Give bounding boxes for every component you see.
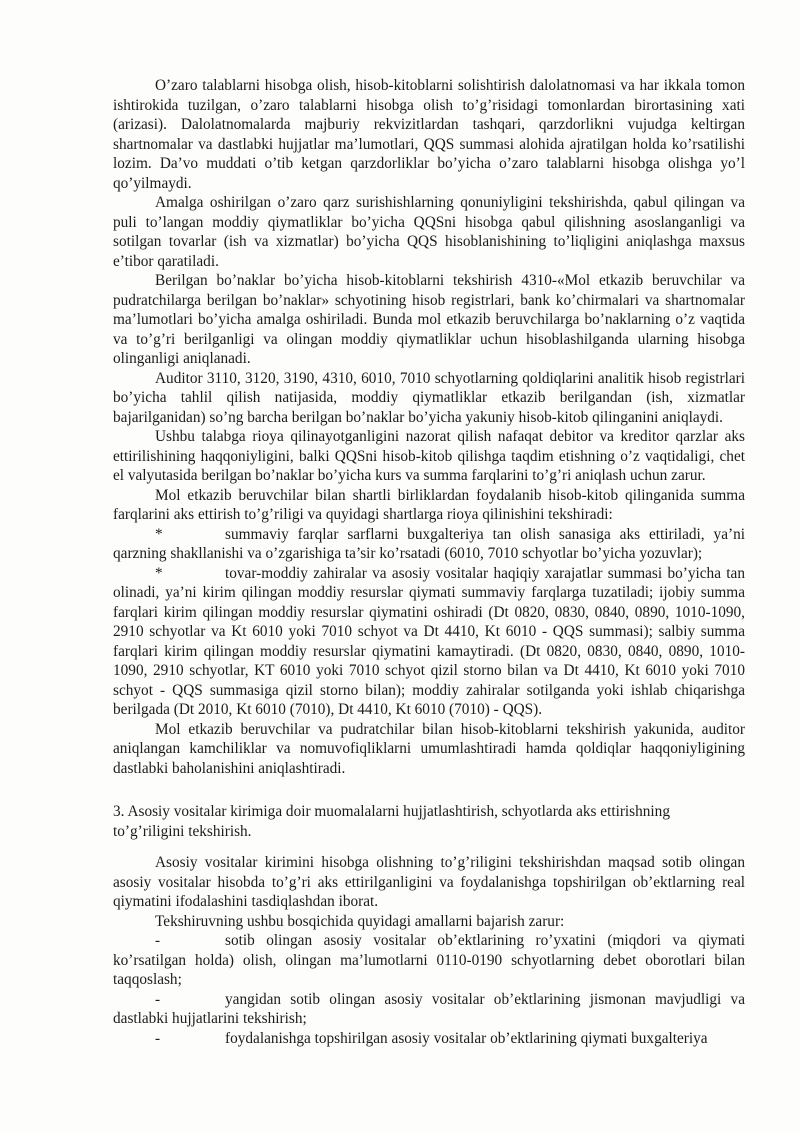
- list-item: [113, 1029, 745, 1049]
- list-item-text: summaviy farqlar sarflarni buxgalteriya tan olish sanasiga aks ettiriladi, ya’ni qarzning shakllanishi va o’zgarishiga ta’sir ko’rsatadi (6010, 7010 schyotlar bo’yicha yozuvlar);: [113, 525, 745, 562]
- paragraph: Asosiy vositalar kirimini hisobga olishning to’g’riligini tekshirishdan maqsad sotib olingan asosiy vositalar hisobda to’g’ri aks ettirilganligini va foydalanishga topshirilgan ob’ektlarning real qiymatini ifodalashini tasdiqlashdan iborat.: [113, 854, 745, 910]
- section-heading: 3. Asosiy vositalar kirimiga doir muomalalarni hujjatlashtirish, schyotlarda aks ettirishning to’g’riligini tekshirish.: [113, 803, 670, 840]
- list-item-text: sotib olingan asosiy vositalar ob’ektlarining ro’yxatini (miqdori va qiymati ko’rsatilgan holda) olish, olingan ma’lumotlarni 0110-0190 schyotlarning debet oborotlari bilan taqqoslash;: [113, 932, 745, 988]
- paragraph: Tekshiruvning ushbu bosqichida quyidagi amallarni bajarish zarur:: [155, 912, 565, 930]
- list-marker: *: [155, 525, 163, 543]
- paragraph: Mol etkazib beruvchilar va pudratchilar bilan hisob-kitoblarni tekshirish yakunida, auditor aniqlangan kamchiliklar va nomuvofiqliklarni umumlashtiradi hamda qoldiqlar haqqoniyligining dastlabki baholanishini aniqlashtiradi.: [113, 720, 745, 777]
- paragraph: Auditor 3110, 3120, 3190, 4310, 6010, 7010 schyotlarning qoldiqlarini analitik hisob registrlari bo’yicha tahlil qilish natijasida, moddiy qiymatliklar etkazib berilgandan (ish, xizmatlar bajarilganidan) so’ng barcha berilgan bo’naklar bo’yicha yakuniy hisob-kitob qilinganini aniqlaydi.: [113, 369, 745, 426]
- paragraph: O’zaro talablarni hisobga olish, hisob-kitoblarni solishtirish dalolatnomasi va har ikkala tomon ishtirokida tuzilgan, o’zaro talablarni hisobga olish to’g’risidagi tomonlardan birortasining xati (arizasi). Dalolatnomalarda majburiy rekvizitlardan tashqari, qarzdorlikni vujudga keltirgan shartnomalar va dastlabki hujjatlar ma’lumotlari, QQS summasi alohida ajratilgan holda ko’rsatilishi lozim. Da’vo muddati o’tib ketgan qarzdorliklar bo’yicha o’zaro talablarni hisobga olishga yo’l qo’yilmaydi.: [113, 77, 745, 192]
- list-item-text: foydalanishga topshirilgan asosiy vositalar ob’ektlarining qiymati buxgalteriya: [225, 1029, 708, 1047]
- paragraph: Ushbu talabga rioya qilinayotganligini nazorat qilish nafaqat debitor va kreditor qarzlar aks ettirilishining haqqoniyligini, balki QQSni hisob-kitob qilishga taqdim etishning o’z vaqtidaligi, chet el valyutasida berilgan bo’naklar bo’yicha kurs va summa farqlarini to’g’ri aniqlash uchun zarur.: [113, 428, 745, 484]
- document-content: [113, 76, 745, 1048]
- list-item: [113, 990, 745, 1029]
- paragraph: Mol etkazib beruvchilar bilan shartli birliklardan foydalanib hisob-kitob qilinganida summa farqlarini aks ettirish to’g’riligi va quyidagi shartlarga rioya qilinishini tekshiradi:: [113, 486, 745, 523]
- paragraph: Amalga oshirilgan o’zaro qarz surishishlarning qonuniyligini tekshirishda, qabul qilingan va puli to’langan moddiy qiymatliklar bo’yicha QQSni hisobga qabul qilishning asoslanganligi va sotilgan tovarlar (ish va xizmatlar) bo’yicha QQS hisoblanishining to’liqligini aniqlashga maxsus e’tibor qaratiladi.: [113, 194, 745, 270]
- list-item-text: yangidan sotib olingan asosiy vositalar ob’ektlarining jismonan mavjudligi va dastlabki hujjatlarini tekshirish;: [113, 990, 745, 1027]
- list-item: [113, 525, 745, 564]
- list-marker: -: [155, 990, 161, 1008]
- list-marker: *: [155, 564, 163, 582]
- list-marker: -: [155, 1029, 161, 1047]
- list-item: [113, 931, 745, 990]
- list-item: [113, 564, 745, 720]
- paragraph: Berilgan bo’naklar bo’yicha hisob-kitoblarni tekshirish 4310-«Mol etkazib beruvchilar va pudratchilarga berilgan bo’naklar» schyotining hisob registrlari, bank ko’chirmalari va shartnomalar ma’lumotlari bo’yicha amalga oshiriladi. Bunda mol etkazib beruvchilarga bo’naklarning o’z vaqtida va to’g’ri berilganligi va olingan moddiy qiymatliklar uchun hisoblashilganda ularning hisobga olinganligi aniqlanadi.: [113, 272, 745, 367]
- list-marker: -: [155, 932, 161, 949]
- list-item-text: tovar-moddiy zahiralar va asosiy vositalar haqiqiy xarajatlar summasi bo’yicha tan olinadi, ya’ni kirim qilingan moddiy resurslar qiymati summaviy farqlarga tuzatiladi; ijobiy summa farqlari kirim qilingan moddiy resurslar qiymatini oshiradi (Dt 0820, 0830, 0840, 0890, 1010-1090, 2910 schyotlar va Kt 6010 yoki 7010 schyot va Dt 4410, Kt 6010 - QQS summasi); salbiy summa farqlari kirim qilingan moddiy resurslar qiymatini kamaytiradi. (Dt 0820, 0830, 0840, 0890, 1010-1090, 2910 schyotlar, KT 6010 yoki 7010 schyot qizil storno bilan va Dt 4410, Kt 6010 yoki 7010 schyot - QQS summasiga qizil storno bilan); moddiy zahiralar sotilganda yoki ishlab chiqarishga berilgada (Dt 2010, Kt 6010 (7010), Dt 4410, Kt 6010 (7010) - QQS).: [113, 564, 745, 718]
